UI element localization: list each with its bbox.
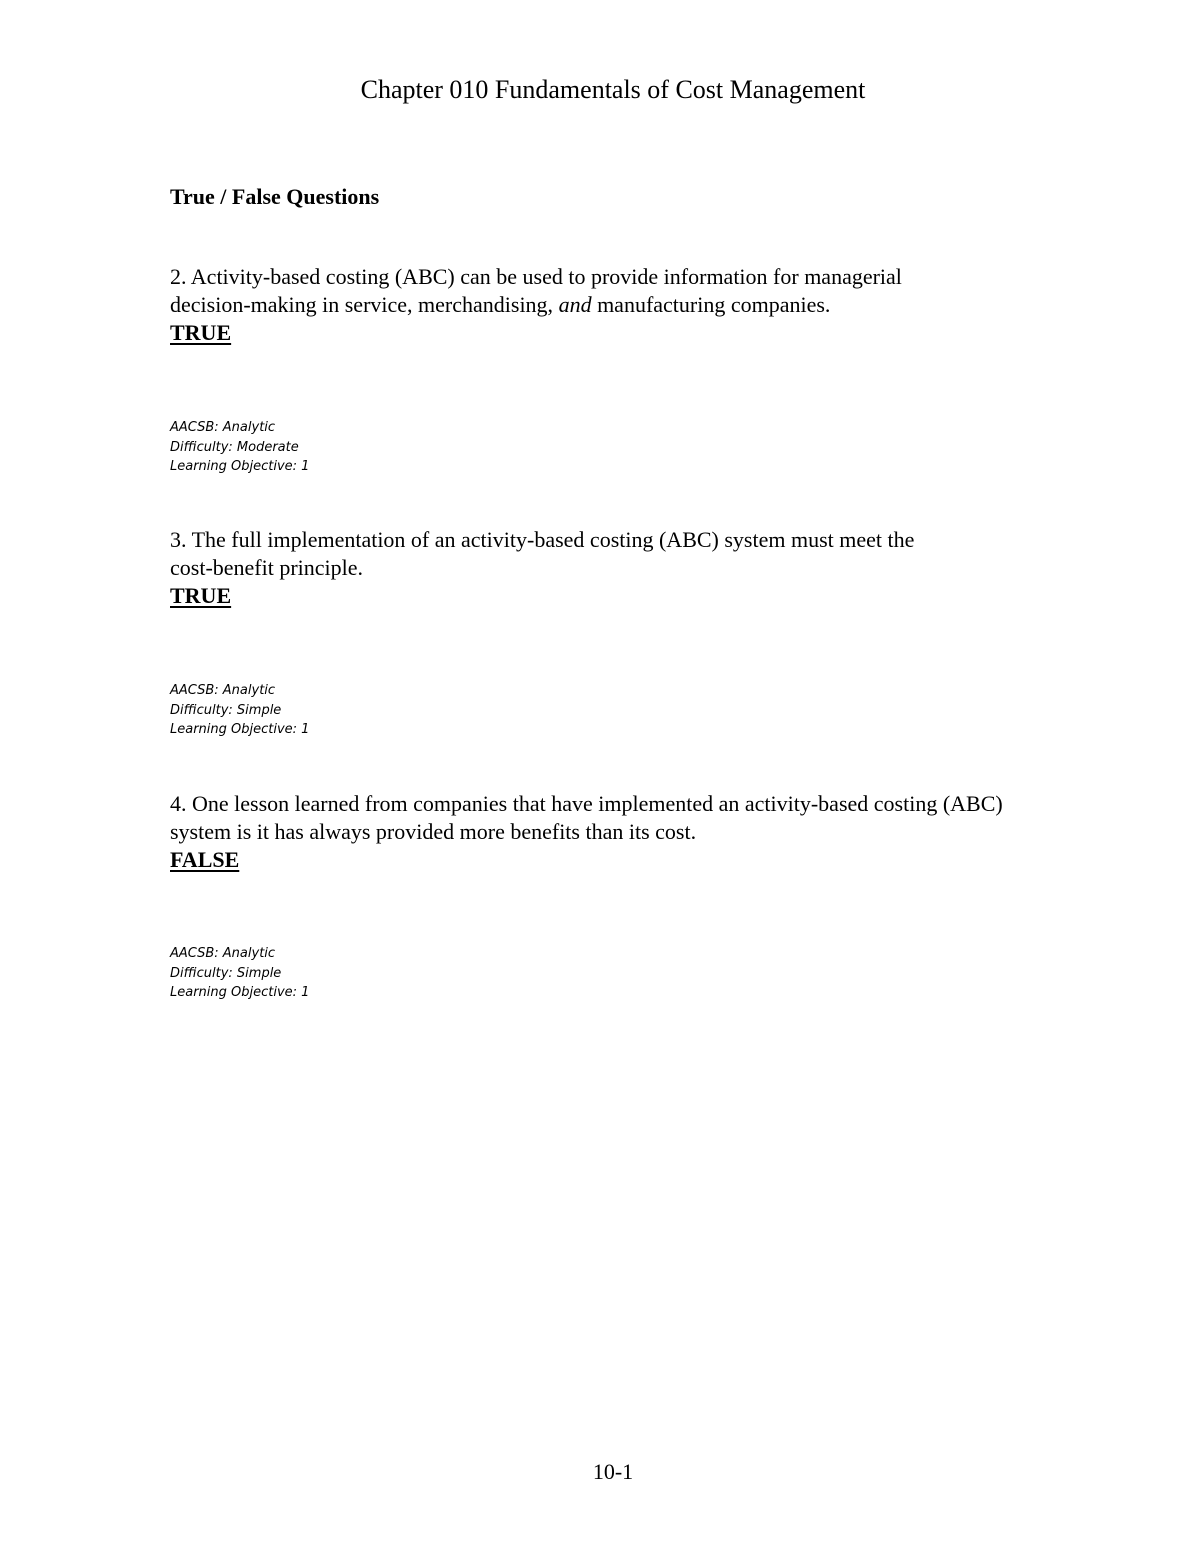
question-4-difficulty: Difficulty: Simple	[170, 965, 282, 981]
question-3-metadata	[170, 681, 309, 740]
question-4-line-2: system is it has always provided more benefits than its cost.	[170, 819, 697, 844]
question-3-aacsb: AACSB: Analytic	[170, 683, 276, 698]
question-2-line-1: 2. Activity-based costing (ABC) can be used to provide information for managerial	[170, 264, 902, 289]
question-4-learning-objective: Learning Objective: 1	[170, 985, 310, 1000]
question-4	[170, 790, 1090, 874]
question-2-line-2-start: decision-making in service, merchandising,	[170, 292, 559, 317]
section-heading: True / False Questions	[170, 184, 380, 209]
question-3-difficulty: Difficulty: Simple	[170, 702, 282, 718]
question-3	[170, 526, 1090, 610]
question-2-metadata	[170, 418, 309, 477]
question-2-line-2	[170, 291, 1090, 319]
question-3-line-1: 3. The full implementation of an activity-based costing (ABC) system must meet the	[170, 527, 915, 552]
question-2-difficulty: Difficulty: Moderate	[170, 439, 299, 455]
question-2-learning-objective: Learning Objective: 1	[170, 459, 310, 474]
question-4-line-1: 4. One lesson learned from companies that have implemented an activity-based costing (ABC)	[170, 791, 1003, 816]
question-3-line-2: cost-benefit principle.	[170, 555, 364, 580]
question-2-line-2-end: manufacturing companies.	[591, 292, 831, 317]
question-2-emphasis: and	[558, 292, 592, 317]
page-number: 10-1	[592, 1459, 634, 1484]
question-2	[170, 263, 1090, 347]
question-3-learning-objective: Learning Objective: 1	[170, 722, 310, 737]
question-4-metadata	[170, 944, 309, 1003]
question-2-aacsb: AACSB: Analytic	[170, 420, 276, 435]
question-3-answer: TRUE	[170, 583, 232, 608]
question-2-answer: TRUE	[170, 320, 232, 345]
page-title: Chapter 010 Fundamentals of Cost Management	[360, 75, 866, 104]
question-4-aacsb: AACSB: Analytic	[170, 946, 276, 961]
question-4-answer: FALSE	[170, 847, 240, 872]
